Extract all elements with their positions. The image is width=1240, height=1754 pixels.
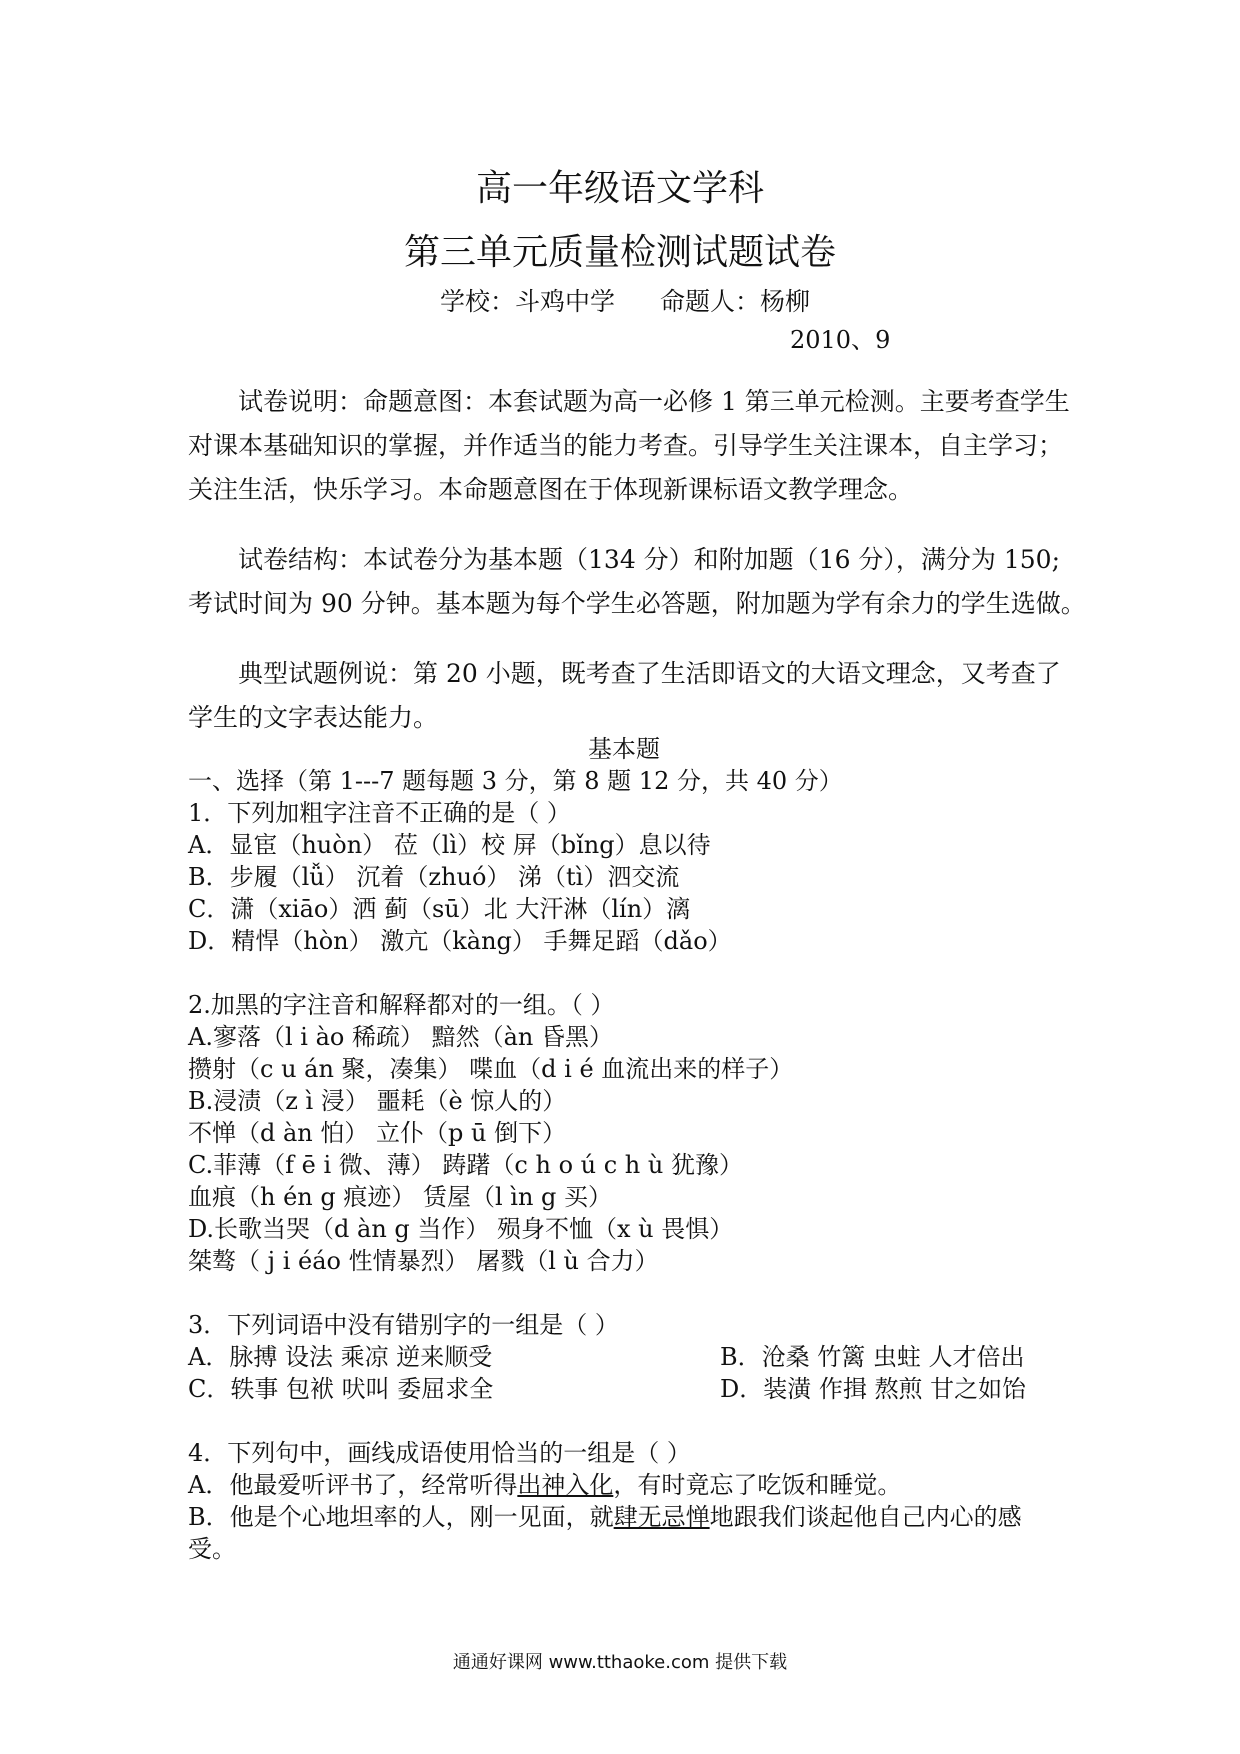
question-4-option-b-continued: 受。 [188,1535,236,1563]
question-4-option-a [188,1470,901,1501]
intro-example-line-2: 学生的文字表达能力。 [188,703,439,732]
author-label: 命题人：杨柳 [660,287,811,316]
question-2-line-1: A.寥落（l i ào 稀疏） 黯然（àn 昏黑） [188,1023,613,1051]
question-2-line-2: 攒射（c u án 聚，凑集） 喋血（d i é 血流出来的样子） [188,1055,794,1083]
question-4-option-b [188,1502,1022,1533]
school-label: 学校：斗鸡中学 [440,287,616,316]
part-one-heading: 一、选择（第 1---7 题每题 3 分，第 8 题 12 分，共 40 分） [188,767,843,795]
question-2-stem: 2.加黑的字注音和解释都对的一组。（ ） [188,991,615,1019]
question-3-stem: 3．下列词语中没有错别字的一组是（ ） [188,1311,619,1339]
question-2-line-4: 不惮（d àn 怕） 立仆（p ū 倒下） [188,1119,567,1147]
question-4-option-a-idiom: 出神入化 [517,1471,614,1499]
question-2-line-5: C.菲薄（f ē i 微、薄） 踌躇（c h o ú c h ù 犹豫） [188,1151,743,1179]
question-2-line-8: 桀骜（ j i éáo 性情暴烈） 屠戮（l ù 合力） [188,1247,659,1275]
question-3-option-d: D．装潢 作揖 熬煎 甘之如饴 [720,1375,1027,1403]
question-1-option-a: A．显宦（huòn） 莅（lì）校 屏（bǐng）息以待 [188,831,711,859]
question-4-option-a-suffix: ，有时竟忘了吃饭和睡觉。 [613,1471,902,1499]
intro-purpose-line-3: 关注生活，快乐学习。本命题意图在于体现新课标语文教学理念。 [188,475,914,504]
question-3-option-a: A．脉搏 设法 乘凉 逆来顺受 [188,1343,493,1371]
question-2-line-3: B.浸渍（z ì 浸） 噩耗（è 惊人的） [188,1087,567,1115]
question-4-option-b-suffix: 地跟我们谈起他自己内心的感 [709,1503,1022,1531]
page-subtitle: 第三单元质量检测试题试卷 [403,232,836,273]
intro-purpose-line-2: 对课本基础知识的掌握，并作适当的能力考查。引导学生关注课本，自主学习； [188,431,1064,460]
question-3-option-b: B．沧桑 竹篱 虫蛀 人才倍出 [720,1343,1025,1371]
question-3-option-c: C．轶事 包袱 吠叫 委屈求全 [188,1375,494,1403]
question-1-option-d: D．精悍（hòn） 激亢（kàng） 手舞足蹈（dǎo） [188,927,732,955]
question-1-stem: 1．下列加粗字注音不正确的是（ ） [188,799,571,827]
question-2-line-7: D.长歌当哭（d àn g 当作） 殒身不恤（x ù 畏惧） [188,1215,734,1243]
section-heading: 基本题 [588,735,660,763]
question-4-option-a-prefix: A．他最爱听评书了，经常听得 [188,1471,518,1499]
question-4-option-b-prefix: B．他是个心地坦率的人，刚一见面，就 [188,1503,614,1531]
question-1-option-c: C．潇（xiāo）洒 蓟（sū）北 大汗淋（lín）漓 [188,895,691,923]
question-2-line-6: 血痕（h én g 痕迹） 赁屋（l ìn g 买） [188,1183,613,1211]
intro-structure-line-2: 考试时间为 90 分钟。基本题为每个学生必答题，附加题为学有余力的学生选做。 [188,589,1086,618]
question-1-option-b: B．步履（lǚ） 沉着（zhuó） 涕（tì）泗交流 [188,863,680,891]
question-4-option-b-idiom: 肆无忌惮 [613,1503,710,1531]
page-title: 高一年级语文学科 [475,168,764,209]
date-label: 2010、9 [790,326,891,354]
page-footer: 通通好课网 www.tthaoke.com 提供下载 [452,1652,788,1673]
question-4-stem: 4．下列句中，画线成语使用恰当的一组是（ ） [188,1439,691,1467]
intro-structure-line-1: 试卷结构：本试卷分为基本题（134 分）和附加题（16 分），满分为 150; [238,545,1061,574]
intro-purpose-line-1: 试卷说明：命题意图：本套试题为高一必修 1 第三单元检测。主要考查学生 [238,387,1070,416]
intro-example-line-1: 典型试题例说：第 20 小题，既考查了生活即语文的大语文理念，又考查了 [238,659,1061,688]
